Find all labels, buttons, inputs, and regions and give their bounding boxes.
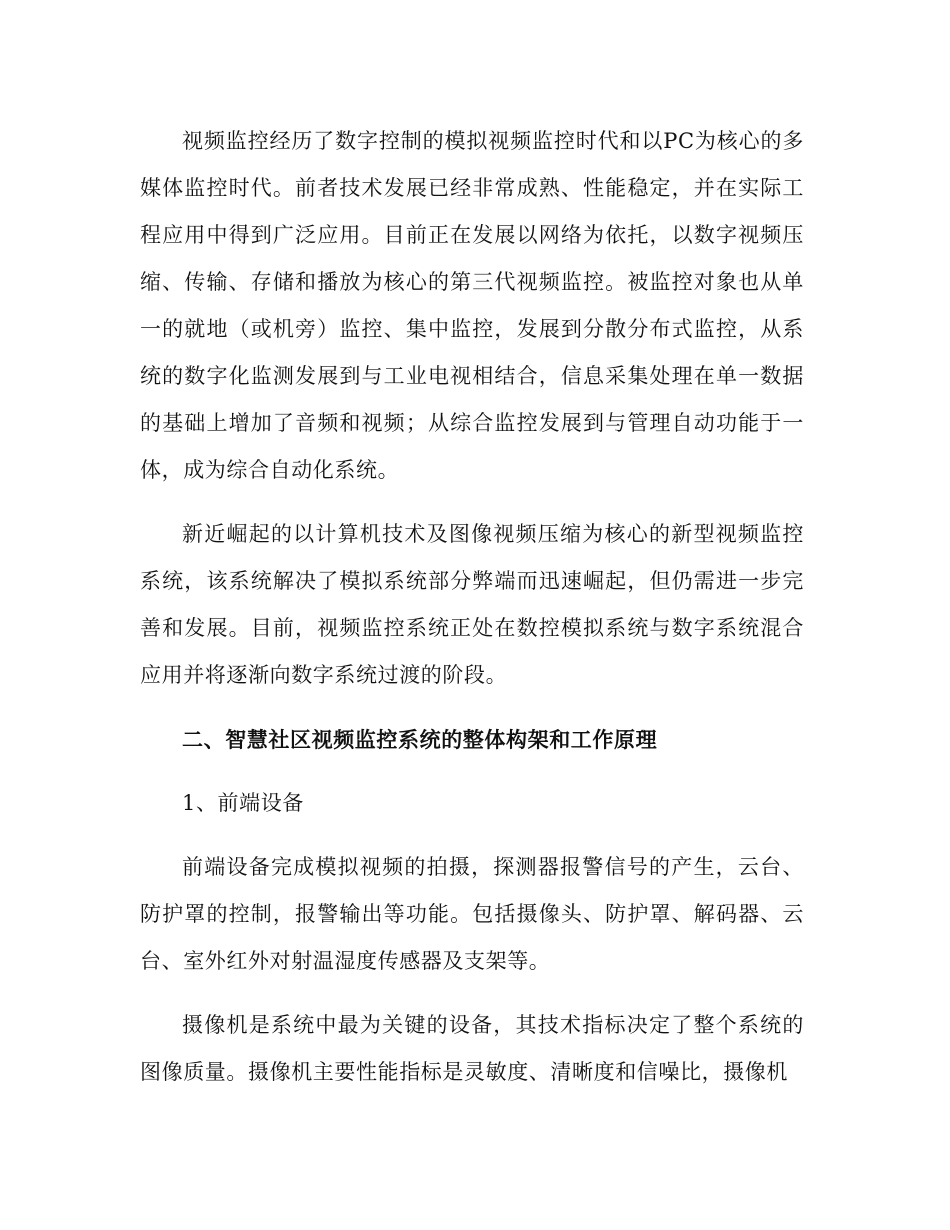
paragraph-camera: 摄像机是系统中最为关键的设备，其技术指标决定了整个系统的图像质量。摄像机主要性能指标是灵敏度、清晰度和信噪比，摄像机 xyxy=(140,1013,804,1084)
paragraph-frontend-devices: 前端设备完成模拟视频的拍摄，探测器报警信号的产生，云台、防护罩的控制，报警输出等功能。包括摄像头、防护罩、解码器、云台、室外红外对射温湿度传感器及支架等。 xyxy=(140,855,804,973)
paragraph-evolution: 视频监控经历了数字控制的模拟视频监控时代和以PC为核心的多媒体监控时代。前者技术发展已经非常成熟、性能稳定，并在实际工程应用中得到广泛应用。目前正在发展以网络为依托，以数字视频压缩、传输、存储和播放为核心的第三代视频监控。被监控对象也从单一的就地（或机旁）监控、集中监控，发展到分散分布式监控，从系统的数字化监测发展到与工业电视相结合，信息采集处理在单一数据的基础上增加了音频和视频；从综合监控发展到与管理自动功能于一体，成为综合自动化系统。 xyxy=(140,129,804,482)
document-page xyxy=(140,118,804,1096)
paragraph-new-systems: 新近崛起的以计算机技术及图像视频压缩为核心的新型视频监控系统，该系统解决了模拟系统部分弊端而迅速崛起，但仍需进一步完善和发展。目前，视频监控系统正处在数控模拟系统与数字系统混合应用并将逐渐向数字系统过渡的阶段。 xyxy=(140,522,804,687)
section-heading: 二、智慧社区视频监控系统的整体构架和工作原理 xyxy=(182,727,658,752)
subsection-heading: 1、前端设备 xyxy=(182,791,304,815)
